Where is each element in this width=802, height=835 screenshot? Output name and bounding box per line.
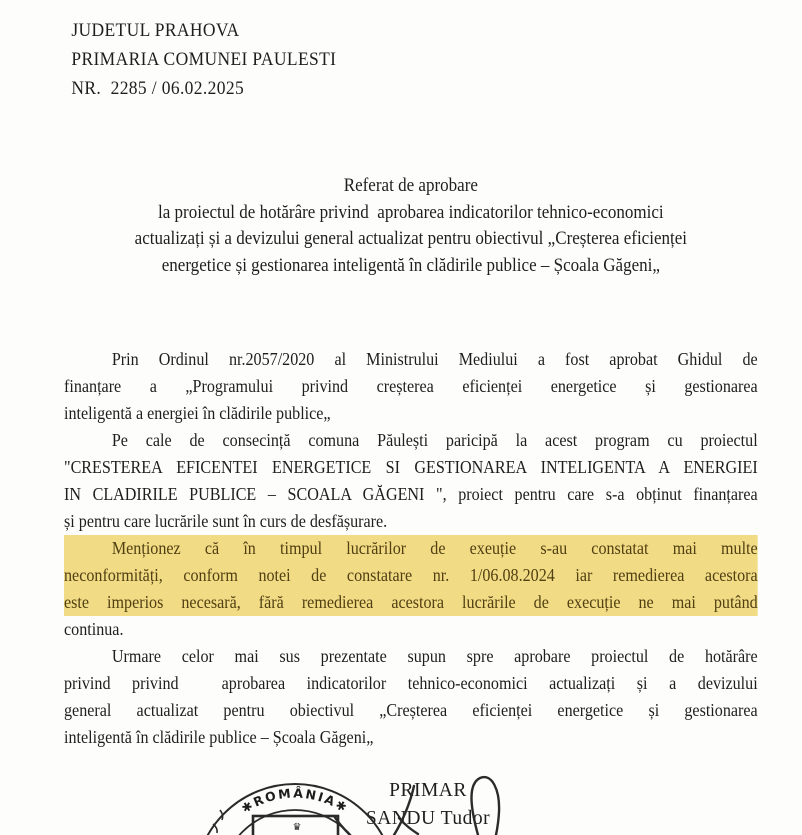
body-text (64, 346, 758, 751)
signature-role: PRIMAR (389, 780, 467, 801)
body-line: Pe cale de consecință comuna Păulești paricipă la acest program cu proiectul (111, 430, 758, 450)
body-line: "CRESTEREA EFICENTEI ENERGETICE SI GESTIONAREA INTELIGENTA A ENERGIEI (64, 457, 758, 477)
body-line-highlighted: Menționez că în timpul lucrărilor de exeuție s-au constatat mai multe (64, 535, 758, 562)
body-line: și pentru care lucrările sunt în curs de desfășurare. (64, 511, 388, 531)
body-line: IN CLADIRILE PUBLICE – SCOALA GĂGENI ", proiect pentru care s-a obținut finanțarea (64, 484, 758, 504)
text-column (64, 0, 758, 751)
header-registration-number: NR. 2285 / 06.02.2025 (71, 78, 245, 99)
title-line: Referat de aprobare (343, 176, 478, 196)
svg-text:✱ROMÂNIA✱ (239, 785, 352, 816)
header-institution: PRIMARIA COMUNEI PAULESTI (71, 49, 337, 70)
body-line: inteligentă a energiei în clădirile publice„ (64, 403, 331, 423)
title-line: actualizați și a devizului general actualizat pentru obiectivul „Creșterea eficienței (134, 229, 688, 249)
title-line: energetice și gestionarea inteligentă în clădirile publice – Școala Găgeni„ (161, 255, 660, 276)
signature-name: SANDU Tudor (365, 808, 491, 829)
title-line: la proiectul de hotărâre privind aprobarea indicatorilor tehnico-economici (157, 202, 664, 223)
stamp-crest-icon: ♛ (292, 822, 302, 833)
title-block (64, 173, 758, 279)
body-line: general actualizat pentru obiectivul „Creșterea eficienței energetice și gestionarea (64, 700, 758, 720)
body-line: finanțare a „Programului privind creșterea eficienței energetice și gestionarea (64, 376, 758, 396)
body-line: privind privind aprobarea indicatorilor tehnico-economici actualizați și a devizului (64, 673, 758, 693)
body-line: Urmare celor mai sus prezentate supun spre aprobare proiectul de hotărâre (111, 646, 758, 666)
round-stamp-icon (193, 772, 399, 835)
body-line: continua. (64, 619, 124, 639)
header-county: JUDETUL PRAHOVA (71, 20, 240, 41)
body-line: Prin Ordinul nr.2057/2020 al Ministrului Mediului a fost aprobat Ghidul de (111, 349, 758, 369)
document-header (64, 0, 758, 103)
body-line-highlighted: neconformități, conform notei de constatare nr. 1/06.08.2024 iar remedierea acestora (64, 562, 758, 589)
body-line: inteligentă în clădirile publice – Școala Găgeni„ (64, 727, 374, 747)
stamp-country-text: ✱ROMÂNIA✱ (238, 785, 352, 816)
body-line-highlighted: este imperios necesară, fără remedierea acestora lucrările de execuție ne mai putând (64, 589, 758, 616)
